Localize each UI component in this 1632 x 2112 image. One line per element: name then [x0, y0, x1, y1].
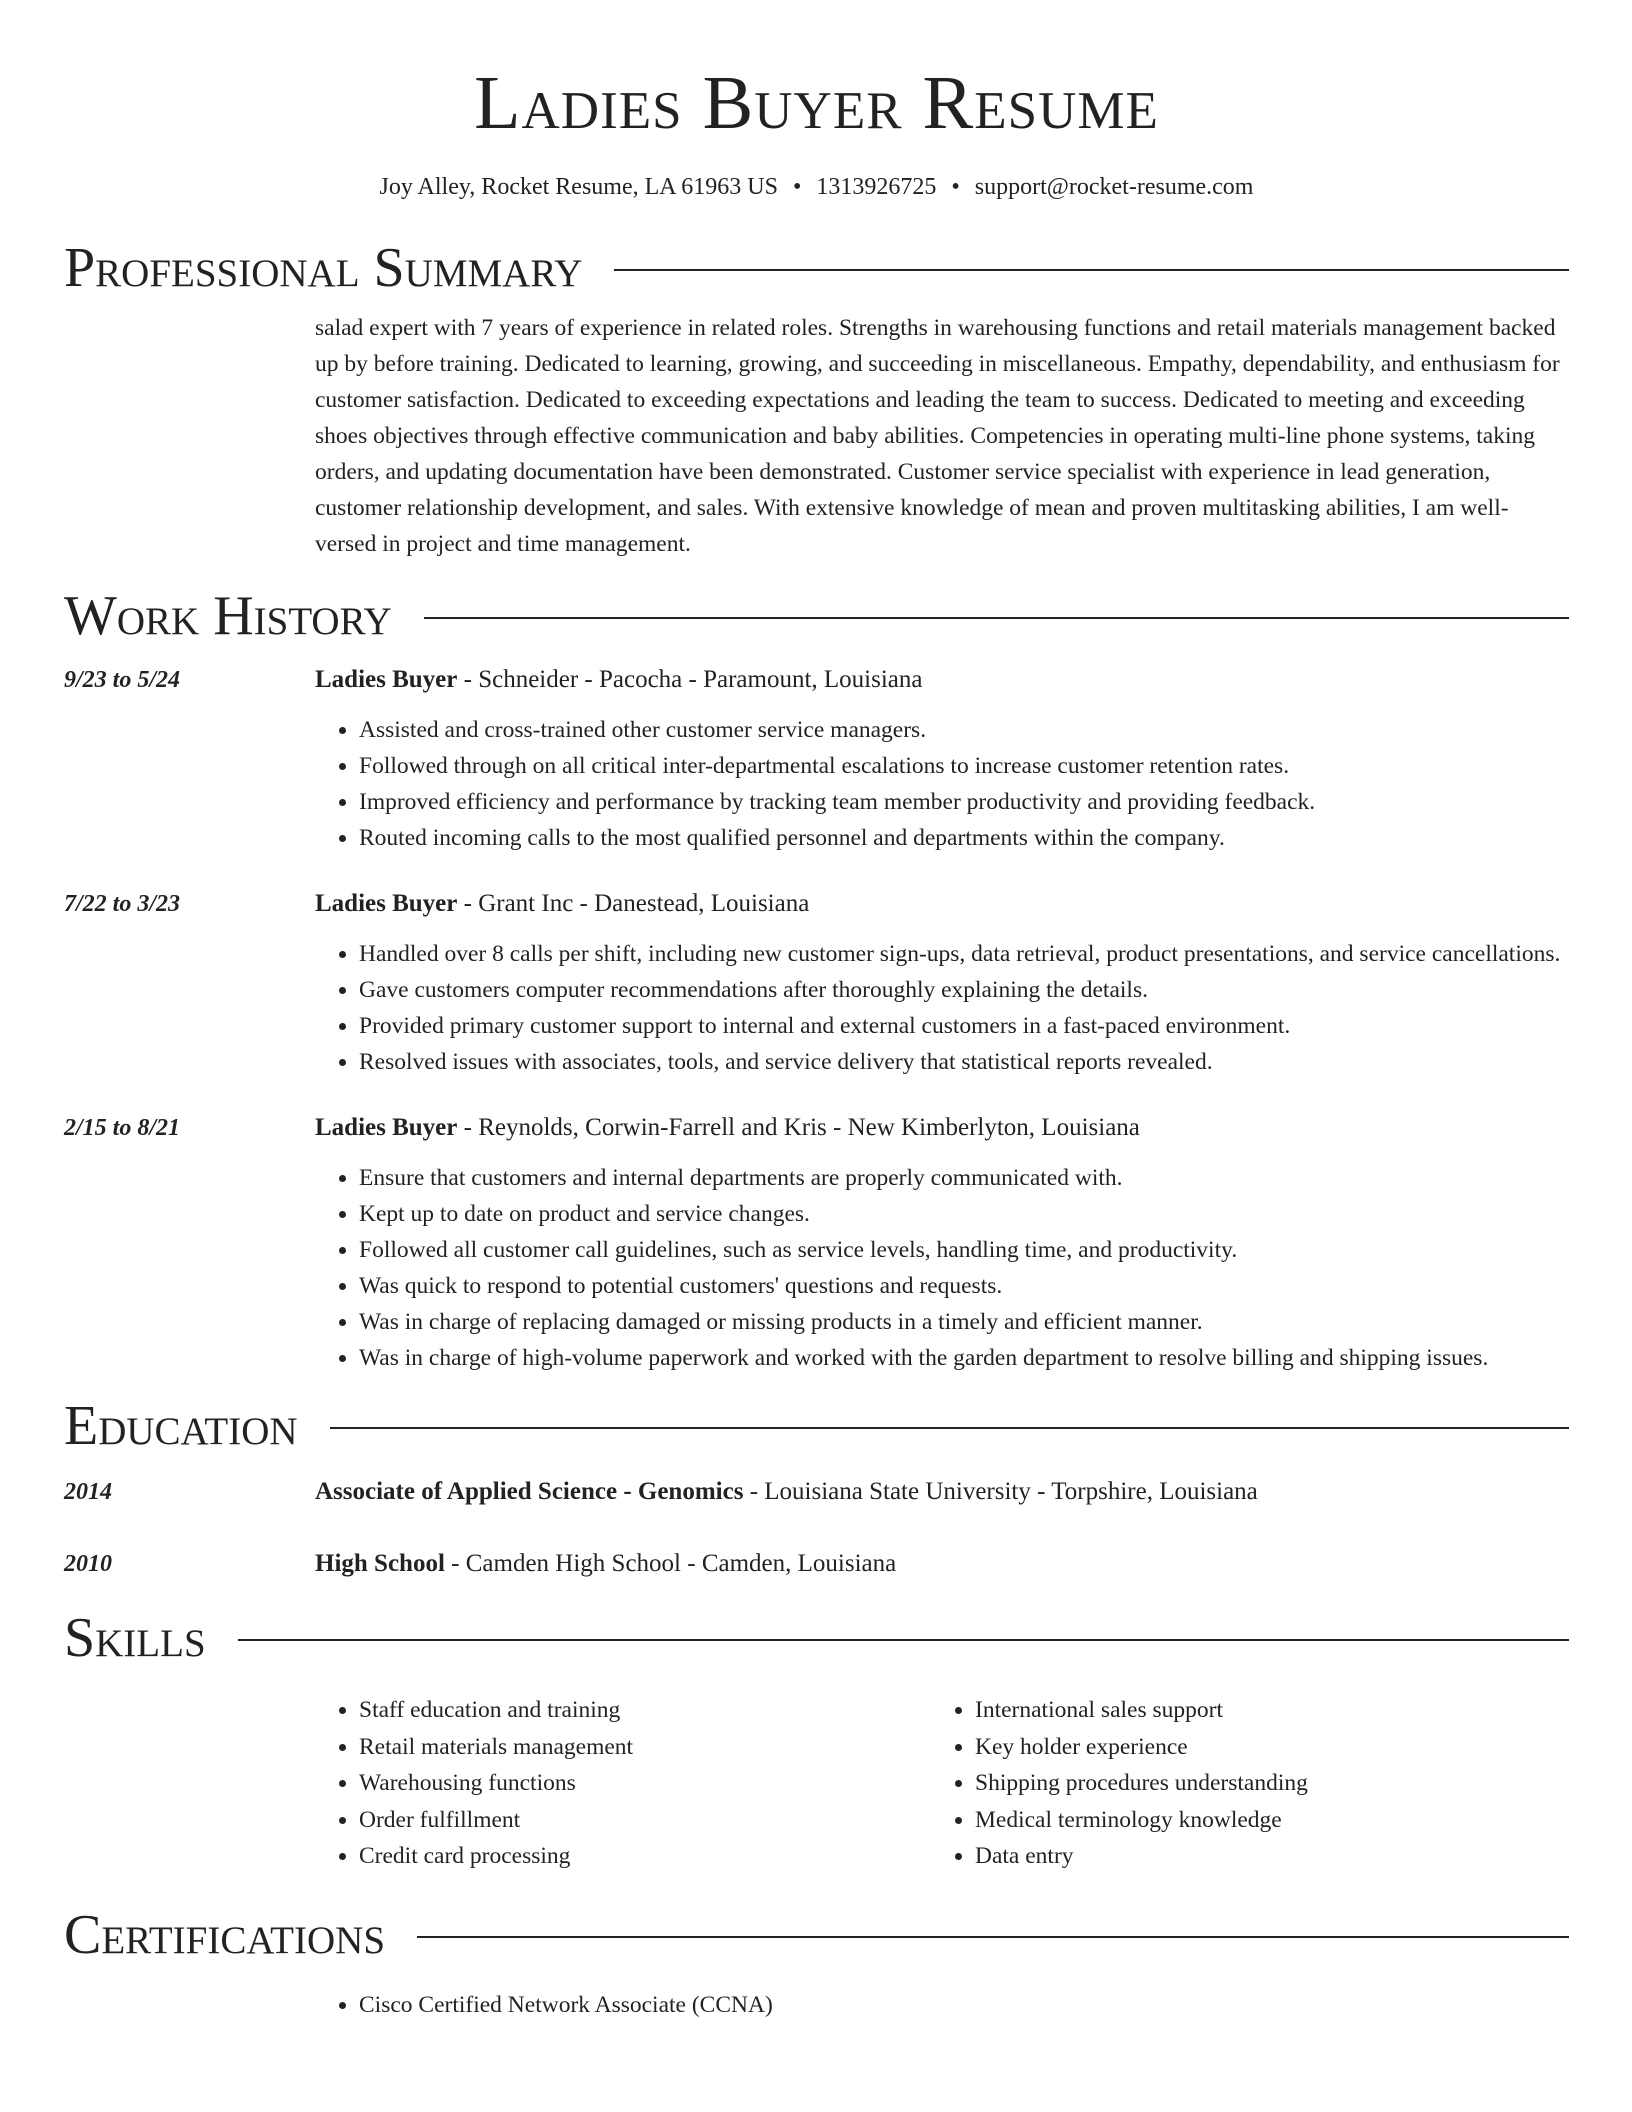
- section-divider: [330, 1427, 1569, 1429]
- job-details: - Grant Inc - Danestead, Louisiana: [457, 890, 810, 917]
- section-divider: [614, 269, 1569, 271]
- work-history-list: [64, 662, 1569, 1376]
- contact-separator: •: [792, 174, 802, 200]
- contact-address: Joy Alley, Rocket Resume, LA 61963 US: [379, 174, 778, 200]
- job-dates: 2/15 to 8/21: [64, 1115, 181, 1141]
- skill-item: • Credit card processing: [359, 1838, 931, 1875]
- section-heading: Skills: [64, 1607, 206, 1669]
- skill-item: • Medical terminology knowledge: [975, 1802, 1547, 1839]
- list-item: • Assisted and cross-trained other customer service managers.: [359, 712, 1569, 748]
- list-item: • Provided primary customer support to internal and external customers in a fast-paced environment.: [359, 1008, 1569, 1044]
- certifications-row: [64, 1987, 1569, 2023]
- education-year: 2014: [64, 1479, 112, 1505]
- skills-section-header: [64, 1606, 1569, 1670]
- skill-item: • Staff education and training: [359, 1692, 931, 1729]
- section-divider: [238, 1639, 1569, 1641]
- job-bullets: [315, 712, 1569, 856]
- education-list: [64, 1474, 1569, 1582]
- section-heading: Professional Summary: [64, 237, 583, 299]
- skills-list-right: [931, 1692, 1547, 1875]
- list-item: • Followed through on all critical inter-departmental escalations to increase customer retention rates.: [359, 748, 1569, 784]
- section-heading: Certifications: [64, 1903, 386, 1966]
- job-bullets: [315, 1160, 1569, 1376]
- work-section-header: [64, 584, 1569, 648]
- contact-phone: 1313926725: [816, 174, 937, 200]
- list-item: • Gave customers computer recommendations after thoroughly explaining the details.: [359, 972, 1569, 1008]
- job-heading: [315, 662, 1569, 698]
- education-entry: [64, 1546, 1569, 1582]
- education-degree: Associate of Applied Science - Genomics: [315, 1478, 744, 1505]
- list-item: • Routed incoming calls to the most qualified personnel and departments within the company.: [359, 820, 1569, 856]
- job-heading: [315, 1110, 1569, 1146]
- job-title: Ladies Buyer: [315, 1114, 458, 1141]
- skill-item: • Retail materials management: [359, 1729, 931, 1766]
- list-item: • Handled over 8 calls per shift, including new customer sign-ups, data retrieval, product presentations, and service cancellations.: [359, 936, 1569, 972]
- skill-item: • International sales support: [975, 1692, 1547, 1729]
- list-item: • Ensure that customers and internal departments are properly communicated with.: [359, 1160, 1569, 1196]
- job-title: Ladies Buyer: [315, 890, 458, 917]
- job-entry: [64, 1110, 1569, 1376]
- list-item: • Followed all customer call guidelines, such as service levels, handling time, and productivity.: [359, 1232, 1569, 1268]
- education-entry: [64, 1474, 1569, 1510]
- education-degree: High School: [315, 1550, 445, 1577]
- certification-item: • Cisco Certified Network Associate (CCNA): [359, 1987, 1569, 2023]
- skill-item: • Data entry: [975, 1838, 1547, 1875]
- job-entry: [64, 662, 1569, 856]
- job-dates: 7/22 to 3/23: [64, 891, 181, 917]
- job-title: Ladies Buyer: [315, 666, 458, 693]
- section-heading: Education: [64, 1395, 298, 1457]
- skill-item: • Order fulfillment: [359, 1802, 931, 1839]
- job-details: - Reynolds, Corwin-Farrell and Kris - New Kimberlyton, Louisiana: [457, 1114, 1140, 1141]
- list-item: • Was in charge of high-volume paperwork and worked with the garden department to resolve billing and shipping issues.: [359, 1340, 1569, 1376]
- section-divider: [417, 1936, 1569, 1938]
- list-item: • Was in charge of replacing damaged or missing products in a timely and efficient manner.: [359, 1304, 1569, 1340]
- summary-text: salad expert with 7 years of experience in related roles. Strengths in warehousing functions and retail materials management backed up by before training. Dedicated to learning, growing, and succeeding in miscellaneous. Empathy, dependability, and enthusiasm for customer satisfaction. Dedicated to exceeding expectations and leading the team to success. Dedicated to meeting and exceeding shoes objectives through effective communication and baby abilities. Competencies in operating multi-line phone systems, taking orders, and updating documentation have been demonstrated. Customer service specialist with experience in lead generation, customer relationship development, and sales. With extensive knowledge of mean and proven multitasking abilities, I am well-versed in project and time management.: [315, 315, 1560, 557]
- skills-row: [64, 1692, 1569, 1875]
- list-item: • Improved efficiency and performance by tracking team member productivity and providing feedback.: [359, 784, 1569, 820]
- skill-item: • Key holder experience: [975, 1729, 1547, 1766]
- list-item: • Resolved issues with associates, tools, and service delivery that statistical reports revealed.: [359, 1044, 1569, 1080]
- summary-row: [64, 300, 1569, 562]
- section-heading: Work History: [64, 585, 392, 647]
- education-details: - Camden High School - Camden, Louisiana: [444, 1550, 897, 1577]
- education-details: - Louisiana State University - Torpshire, Louisiana: [743, 1478, 1258, 1505]
- contact-email: support@rocket-resume.com: [974, 174, 1254, 200]
- job-dates: 9/23 to 5/24: [64, 667, 181, 693]
- summary-section-header: [64, 236, 1569, 300]
- job-bullets: [315, 936, 1569, 1080]
- list-item: • Was quick to respond to potential customers' questions and requests.: [359, 1268, 1569, 1304]
- skills-list-left: [315, 1692, 931, 1875]
- contact-separator: •: [951, 174, 960, 200]
- section-divider: [424, 617, 1569, 619]
- job-details: - Schneider - Pacocha - Paramount, Louisiana: [457, 666, 923, 693]
- certifications-list: [315, 1987, 1569, 2023]
- education-year: 2010: [64, 1551, 112, 1577]
- list-item: • Kept up to date on product and service changes.: [359, 1196, 1569, 1232]
- certifications-section-header: [64, 1903, 1569, 1967]
- skill-item: • Shipping procedures understanding: [975, 1765, 1547, 1802]
- education-section-header: [64, 1394, 1569, 1458]
- job-entry: [64, 886, 1569, 1080]
- page-title: Ladies Buyer Resume: [474, 61, 1159, 145]
- job-heading: [315, 886, 1569, 922]
- contact-line: [64, 172, 1569, 202]
- skill-item: • Warehousing functions: [359, 1765, 931, 1802]
